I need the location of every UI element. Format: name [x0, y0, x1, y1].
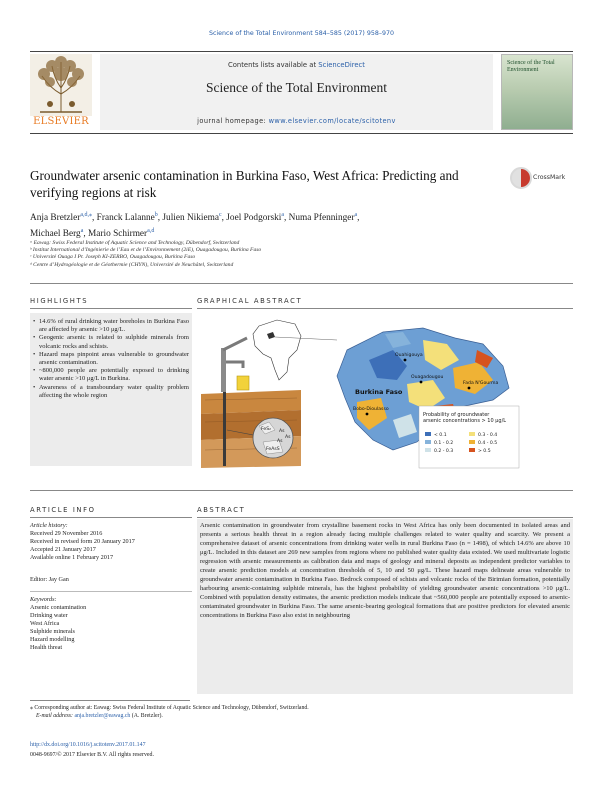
- contents-prefix: Contents lists available at: [228, 61, 319, 69]
- highlights-heading: HIGHLIGHTS: [30, 297, 89, 305]
- author-affiliation-marker[interactable]: b: [154, 212, 158, 218]
- graphical-abstract-figure[interactable]: [197, 310, 573, 470]
- legend-swatch-0-2-0-3: [425, 448, 431, 452]
- header-top-rule: [30, 51, 573, 52]
- author-affiliation-marker[interactable]: a: [80, 228, 84, 235]
- author-name[interactable]: Franck Lalanne: [96, 213, 155, 224]
- crossmark-label[interactable]: CrossMark: [533, 174, 566, 181]
- abstract-text: Arsenic contamination in groundwater from crystalline basement rocks in West Africa has only been documented in isolated areas and presents a serious health threat in a region already facing multiple challenges related to water quality and scarcity. We present a comprehensive dataset of arsenic concentrations from drinking water wells in rural Burkina Faso (n = 1498), of which 14.6% are above 10 μg/L. Included in this dataset are 269 new samples from regions where no published water quality data existed. We used multivariate logistic regression with arsenic measurements as calibration data and maps of geology and mineral deposits as independent predictor variables to create arsenic prediction models at concentration thresholds of 5, 10 and 50 μg/L. These hazard maps delineate areas vulnerable to groundwater arsenic contamination in Burkina Faso. Bedrock composed of schists and volcanic rocks of the Birimian formation, potentially harbouring arsenic-containing sulphide minerals, has the highest probability of yielding groundwater arsenic concentrations >10 μg/L. Combined with population density estimates, the arsenic prediction models indicate that ~560,000 people are potentially exposed to arsenic-contaminated groundwater in Burkina Faso. The same arsenic-bearing geological formations that are positive predictors for elevated arsenic concentrations in Burkina Faso also exist in neighbouring: [200, 522, 570, 619]
- author-name[interactable]: Numa Pfenninger: [288, 213, 355, 224]
- map-country-label: Burkina Faso: [355, 388, 403, 396]
- mineral-label-fes2: FeS₂: [261, 427, 271, 432]
- legend-swatch-0-3-0-4: [469, 432, 475, 436]
- author-affiliation-marker[interactable]: a,d: [147, 228, 155, 235]
- contents-line: [100, 61, 493, 69]
- homepage-link[interactable]: www.elsevier.com/locate/scitotenv: [268, 117, 396, 125]
- affiliation-divider: [30, 283, 573, 284]
- affiliation: ᵇ Institut International d’Ingénierie de l’Eau et de l’Environnement (2iE), Ouagadougou, Burkina Faso: [30, 247, 262, 254]
- section-divider: [30, 490, 573, 491]
- article-history: [30, 522, 192, 562]
- history-revised: Received in revised form 20 January 2017: [30, 538, 135, 545]
- legend-label: 0.4 - 0.5: [478, 441, 498, 446]
- keyword: Arsenic contamination: [30, 604, 87, 611]
- map-city-fada-ngourma: Fada N'Gourma: [463, 381, 499, 386]
- crossmark-icon[interactable]: [510, 167, 532, 189]
- legend-label: 0.3 - 0.4: [478, 433, 498, 438]
- doi-link[interactable]: http://dx.doi.org/10.1016/j.scitotenv.2017.01.147: [30, 742, 146, 748]
- keyword: Drinking water: [30, 612, 68, 619]
- email-note: [30, 713, 430, 721]
- highlights-list: [33, 318, 189, 400]
- editor-line: Editor: Jay Gan: [30, 576, 69, 583]
- legend-title: Probability of groundwater arsenic concentrations > 10 μg/L: [423, 412, 507, 424]
- author-affiliation-marker[interactable]: c: [218, 212, 222, 218]
- author-name[interactable]: Anja Bretzler: [30, 213, 81, 224]
- email-suffix: (A. Bretzler).: [130, 713, 163, 719]
- legend-label: < 0.1: [434, 433, 447, 438]
- map-city-ouahigouya: Ouahigouya: [395, 353, 423, 358]
- keyword: Sulphide minerals: [30, 628, 75, 635]
- keyword: West Africa: [30, 620, 60, 627]
- homepage-prefix: journal homepage:: [197, 117, 269, 125]
- keyword: Health threat: [30, 644, 63, 651]
- graphical-abstract-rule: [197, 308, 573, 309]
- author-name[interactable]: Joel Podgorski: [226, 213, 282, 224]
- mineral-label-as: As: [285, 435, 291, 440]
- journal-homepage-line: [100, 117, 493, 125]
- history-online: Available online 1 February 2017: [30, 554, 114, 561]
- article-title: Groundwater arsenic contamination in Burkina Faso, West Africa: Predicting and verifying regions at risk: [30, 168, 459, 200]
- journal-title: Science of the Total Environment: [205, 80, 387, 95]
- affiliation: ᵈ Centre d’Hydrogéologie et de Géothermie (CHYN), Université de Neuchâtel, Switzerland: [30, 261, 234, 268]
- author-list: Anja Bretzler$^{a,d,⁎}$, Franck Lalanne$^b$, Julien Nikiema$^c$, Joel Podgorski$^a$, Numa Pfenninger$^a$, Michael Berg$^a$, Mario Schirmer$^{a,d}$: [30, 212, 360, 240]
- email-link[interactable]: anja.bretzler@eawag.ch: [74, 713, 131, 719]
- author-name[interactable]: Mario Schirmer: [88, 229, 148, 240]
- affiliation-list: [30, 240, 550, 269]
- header-bottom-rule: [30, 133, 573, 134]
- legend-swatch-gt-0-5: [469, 448, 475, 452]
- legend-label: 0.2 - 0.3: [434, 449, 454, 454]
- history-label: Article history:: [30, 522, 68, 529]
- legend-label: 0.1 - 0.2: [434, 441, 454, 446]
- abstract-heading: ABSTRACT: [197, 506, 246, 514]
- email-label: E-mail address:: [36, 713, 75, 719]
- author-affiliation-marker[interactable]: a,d,⁎: [80, 212, 93, 218]
- author-affiliation-marker[interactable]: a: [354, 212, 358, 218]
- article-info-rule: [30, 517, 192, 518]
- highlight-item: • Hazard maps pinpoint areas vulnerable to groundwater arsenic contamination.: [33, 351, 189, 367]
- highlight-item: • Awareness of a transboundary water quality problem affecting the whole region: [33, 384, 189, 400]
- keyword: Hazard modelling: [30, 636, 75, 643]
- history-received: Received 29 November 2016: [30, 530, 103, 537]
- copyright-line: 0048-9697/© 2017 Elsevier B.V. All rights reserved.: [30, 752, 154, 758]
- legend-swatch-lt-0-1: [425, 432, 431, 436]
- highlight-item: • ~800,000 people are potentially exposed to drinking water arsenic >10 μg/L in Burkina.: [33, 367, 189, 383]
- map-city-bobo-dioulasso: Bobo-Dioulasso: [353, 407, 389, 412]
- graphical-abstract-heading: GRAPHICAL ABSTRACT: [197, 297, 303, 305]
- highlight-item: • 14.6% of rural drinking water boreholes in Burkina Faso are affected by arsenic >10 μg/L.: [33, 318, 189, 334]
- keywords-rule: [30, 591, 192, 592]
- legend-label: > 0.5: [478, 449, 491, 454]
- affiliation: ᶜ Université Ouaga I Pr. Joseph KI-ZERBO, Ouagadougou, Burkina Faso: [30, 254, 196, 261]
- highlight-item: • Geogenic arsenic is related to sulphide minerals from volcanic rocks and schists.: [33, 334, 189, 350]
- sciencedirect-link[interactable]: ScienceDirect: [318, 61, 365, 69]
- hand-pump-illustration: [221, 338, 249, 392]
- author-affiliation-marker[interactable]: a: [281, 212, 284, 218]
- keywords-block: [30, 596, 192, 652]
- keywords-label: Keywords:: [30, 596, 57, 603]
- cover-title: Science of the Total Environment: [507, 60, 555, 73]
- map-city-ouagadougou: Ouagadougou: [411, 375, 444, 380]
- journal-reference[interactable]: Science of the Total Environment 584–585 (2017) 958–970: [208, 30, 395, 37]
- publisher-name: ELSEVIER: [33, 116, 89, 127]
- corresponding-author-note: ⁎ Corresponding author at: Eawag: Swiss Federal Institute of Aquatic Science and Technology, Dübendorf, Switzerland.: [30, 705, 309, 711]
- highlights-rule: [30, 308, 192, 309]
- legend-swatch-0-1-0-2: [425, 440, 431, 444]
- author-name[interactable]: Julien Nikiema: [162, 213, 219, 224]
- abstract-rule: [197, 517, 573, 518]
- history-accepted: Accepted 21 January 2017: [30, 546, 96, 553]
- mineral-label-as: As: [277, 439, 283, 444]
- footnote-rule: [30, 700, 190, 701]
- affiliation: ᵃ Eawag: Swiss Federal Institute of Aquatic Science and Technology, Dübendorf, Switzerland: [30, 240, 240, 246]
- author-name[interactable]: Michael Berg: [30, 229, 81, 240]
- africa-inset-map: [253, 320, 301, 380]
- map-legend: [419, 406, 519, 468]
- legend-swatch-0-4-0-5: [469, 440, 475, 444]
- article-info-heading: ARTICLE INFO: [30, 506, 96, 514]
- mineral-label-as: As: [279, 429, 285, 434]
- mineral-label-feass: FeAsS: [266, 447, 280, 452]
